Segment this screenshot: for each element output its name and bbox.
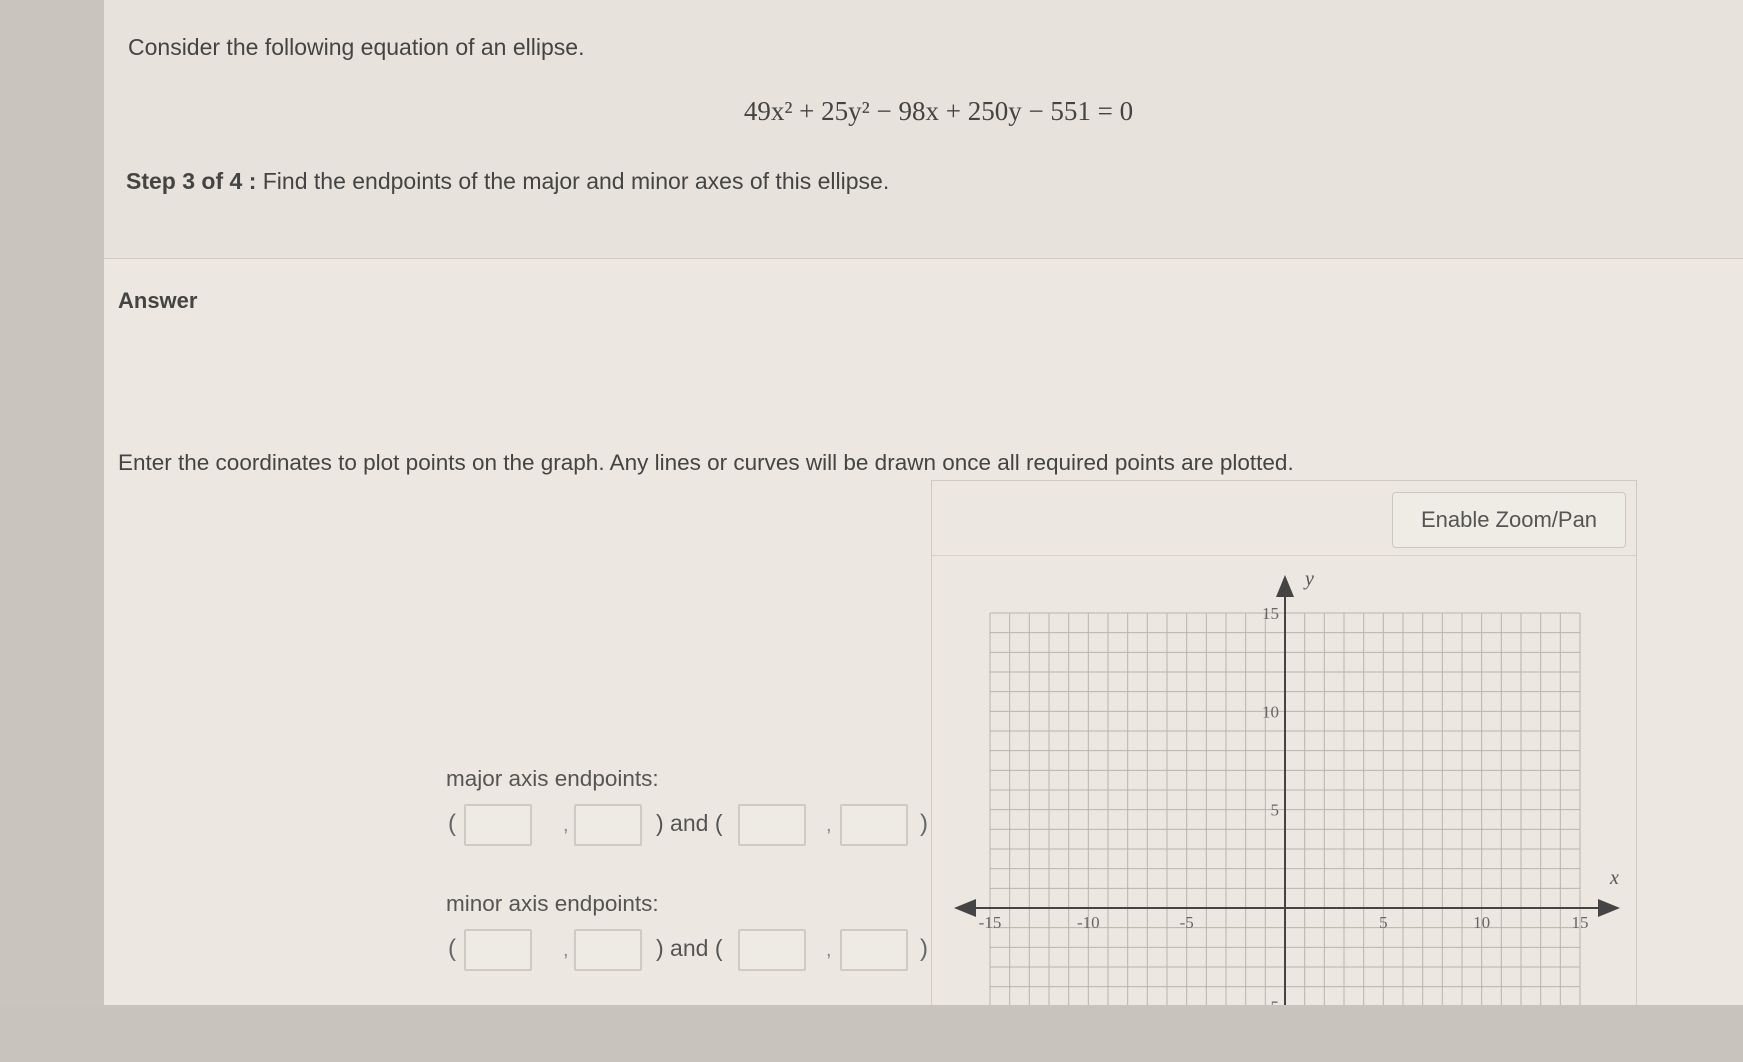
open-paren: ( <box>448 935 456 962</box>
major-endpoint-2-x-input[interactable] <box>738 804 806 846</box>
close-paren: ) <box>920 935 928 962</box>
y-axis-up-arrow <box>1276 575 1294 597</box>
x-tick-label: 15 <box>1571 913 1589 932</box>
and-separator: ) and ( <box>656 810 723 836</box>
comma: , <box>826 939 832 961</box>
step-text: Find the endpoints of the major and minor axes of this ellipse. <box>262 168 890 194</box>
background-strip <box>0 0 104 1062</box>
x-axis-left-arrow <box>954 899 976 917</box>
answer-heading: Answer <box>118 288 198 313</box>
x-axis-right-arrow <box>1598 899 1620 917</box>
step-instruction <box>126 168 889 195</box>
graph-panel <box>931 480 1637 1010</box>
major-axis-label: major axis endpoints: <box>446 766 659 791</box>
minor-endpoint-2-x-input[interactable] <box>738 929 806 971</box>
graph-instructions: Enter the coordinates to plot points on the graph. Any lines or curves will be drawn once all required points are plotted. <box>118 450 1294 475</box>
comma: , <box>563 939 569 961</box>
minor-endpoint-1-y-input[interactable] <box>574 929 642 971</box>
minor-endpoint-1-x-input[interactable] <box>464 929 532 971</box>
comma: , <box>826 814 832 836</box>
coordinate-grid[interactable] <box>932 481 1636 1011</box>
step-label: Step 3 of 4 : <box>126 168 257 194</box>
y-tick-label: 5 <box>1270 800 1279 820</box>
x-tick-label: -5 <box>1179 913 1194 932</box>
problem-intro: Consider the following equation of an ellipse. <box>128 34 585 60</box>
question-header <box>104 0 1743 259</box>
and-separator: ) and ( <box>656 935 723 961</box>
open-paren: ( <box>448 810 456 837</box>
minor-endpoint-2-y-input[interactable] <box>840 929 908 971</box>
major-endpoint-1-y-input[interactable] <box>574 804 642 846</box>
x-tick-label: -10 <box>1076 913 1100 932</box>
ellipse-equation: 49x² + 25y² − 98x + 250y − 551 = 0 <box>743 96 1134 126</box>
close-paren: ) <box>920 810 928 837</box>
y-tick-label: 15 <box>1262 604 1279 623</box>
x-tick-label: 10 <box>1473 913 1491 932</box>
enable-zoom-pan-button[interactable]: Enable Zoom/Pan <box>1392 492 1626 548</box>
page-footer-band <box>0 1005 1743 1062</box>
x-tick-label: 5 <box>1379 913 1388 932</box>
major-endpoint-2-y-input[interactable] <box>840 804 908 846</box>
x-axis-label: x <box>1610 867 1619 889</box>
comma: , <box>563 814 569 836</box>
x-tick-label: -15 <box>978 913 1002 932</box>
y-tick-label: 10 <box>1262 702 1279 722</box>
y-axis-label: y <box>1305 568 1314 590</box>
major-endpoint-1-x-input[interactable] <box>464 804 532 846</box>
minor-axis-label: minor axis endpoints: <box>446 891 659 916</box>
